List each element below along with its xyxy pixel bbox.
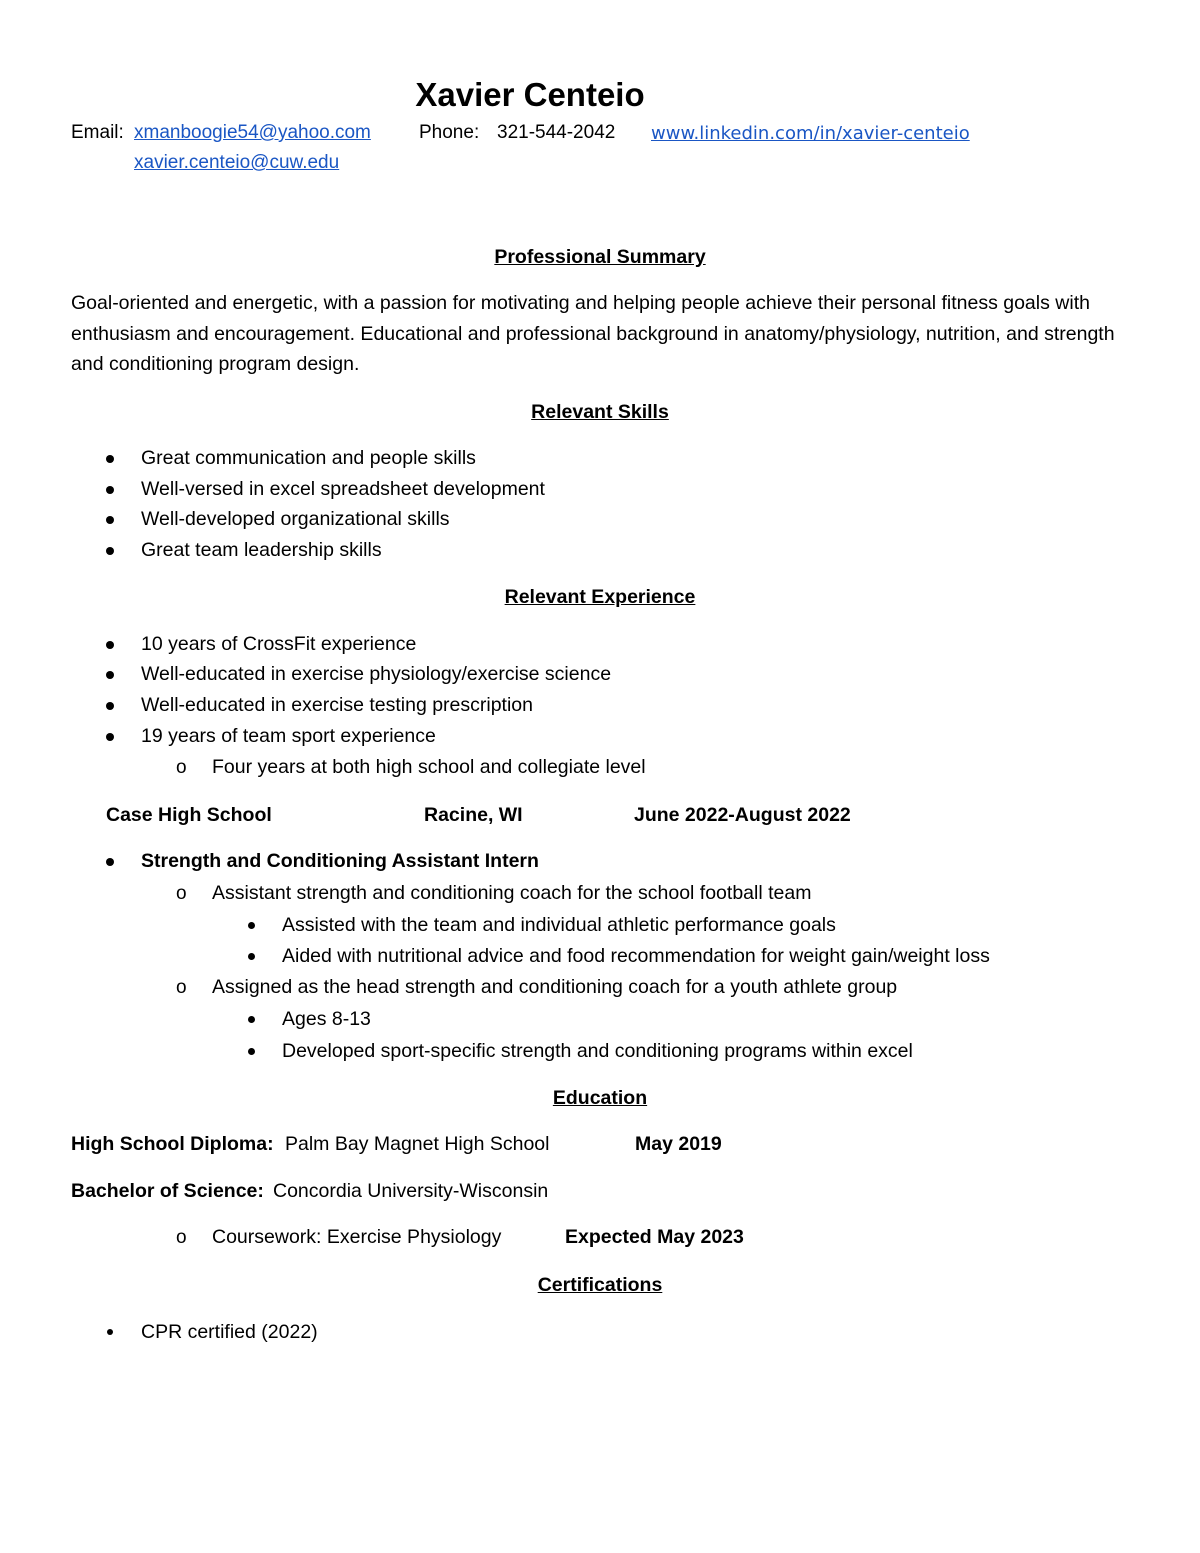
skill-item: Great team leadership skills [141,539,382,561]
phone-label: Phone: [419,122,480,143]
experience-item: 19 years of team sport experience [141,725,436,747]
bullet-icon [106,455,114,463]
bullet-icon [248,1048,255,1055]
job-title: Strength and Conditioning Assistant Intern [141,850,539,872]
education-heading: Education [552,1087,648,1109]
coursework: Coursework: Exercise Physiology [212,1226,502,1248]
job-duty-point: Aided with nutritional advice and food recommendation for weight gain/weight loss [282,945,990,967]
bullet-icon [106,641,114,649]
email-link-secondary[interactable]: xavier.centeio@cuw.edu [134,152,340,173]
bullet-icon [248,953,255,960]
summary-heading: Professional Summary [494,246,706,268]
bullet-icon [107,1329,113,1335]
bullet-icon [106,516,114,524]
certification-item: CPR certified (2022) [141,1321,318,1343]
bs-label: Bachelor of Science: [71,1180,264,1202]
experience-sub-item: Four years at both high school and collegiate level [212,756,646,778]
bullet-icon [106,858,114,866]
job-duty: Assistant strength and conditioning coach for the school football team [212,882,812,904]
circle-bullet-icon: o [176,1227,187,1248]
hs-date: May 2019 [635,1133,722,1155]
email-label: Email: [71,122,124,143]
circle-bullet-icon: o [176,757,187,778]
bullet-icon [106,486,114,494]
circle-bullet-icon: o [176,883,187,904]
experience-heading: Relevant Experience [504,586,696,608]
job-dates: June 2022-August 2022 [634,804,851,826]
skill-item: Well-developed organizational skills [141,508,450,530]
bullet-icon [106,733,114,741]
job-location: Racine, WI [424,804,523,826]
experience-item: Well-educated in exercise physiology/exercise science [141,663,612,685]
experience-item: 10 years of CrossFit experience [141,633,417,655]
skill-item: Well-versed in excel spreadsheet development [141,478,545,500]
linkedin-link[interactable]: www.linkedin.com/in/xavier-centeio [651,123,970,144]
candidate-name: Xavier Centeio [415,76,645,113]
bullet-icon [106,671,114,679]
circle-bullet-icon: o [176,977,187,998]
skill-item: Great communication and people skills [141,447,476,469]
skills-heading: Relevant Skills [531,401,669,423]
bullet-icon [248,1016,255,1023]
hs-label: High School Diploma: [71,1133,274,1155]
job-duty: Assigned as the head strength and conditioning coach for a youth athlete group [212,976,898,998]
job-duty-point: Assisted with the team and individual athletic performance goals [282,914,836,936]
bullet-icon [106,702,114,710]
bs-date: Expected May 2023 [565,1226,744,1248]
bullet-icon [248,922,255,929]
hs-school: Palm Bay Magnet High School [285,1133,550,1155]
bs-school: Concordia University-Wisconsin [273,1180,549,1202]
email-link-primary[interactable]: xmanboogie54@yahoo.com [134,122,371,143]
experience-item: Well-educated in exercise testing prescription [141,694,533,716]
bullet-icon [106,547,114,555]
job-employer: Case High School [106,804,272,826]
summary-text: Goal-oriented and energetic, with a passion for motivating and helping people achieve their personal fitness goals with enthusiasm and encouragement. Educational and professional background in anatomy/physiology, nutrition, and strength and conditioning program design. [71,292,1115,375]
job-duty-point: Developed sport-specific strength and conditioning programs within excel [282,1040,913,1062]
certifications-heading: Certifications [537,1274,663,1296]
job-duty-point: Ages 8-13 [282,1008,371,1030]
phone-number: 321-544-2042 [497,122,616,143]
